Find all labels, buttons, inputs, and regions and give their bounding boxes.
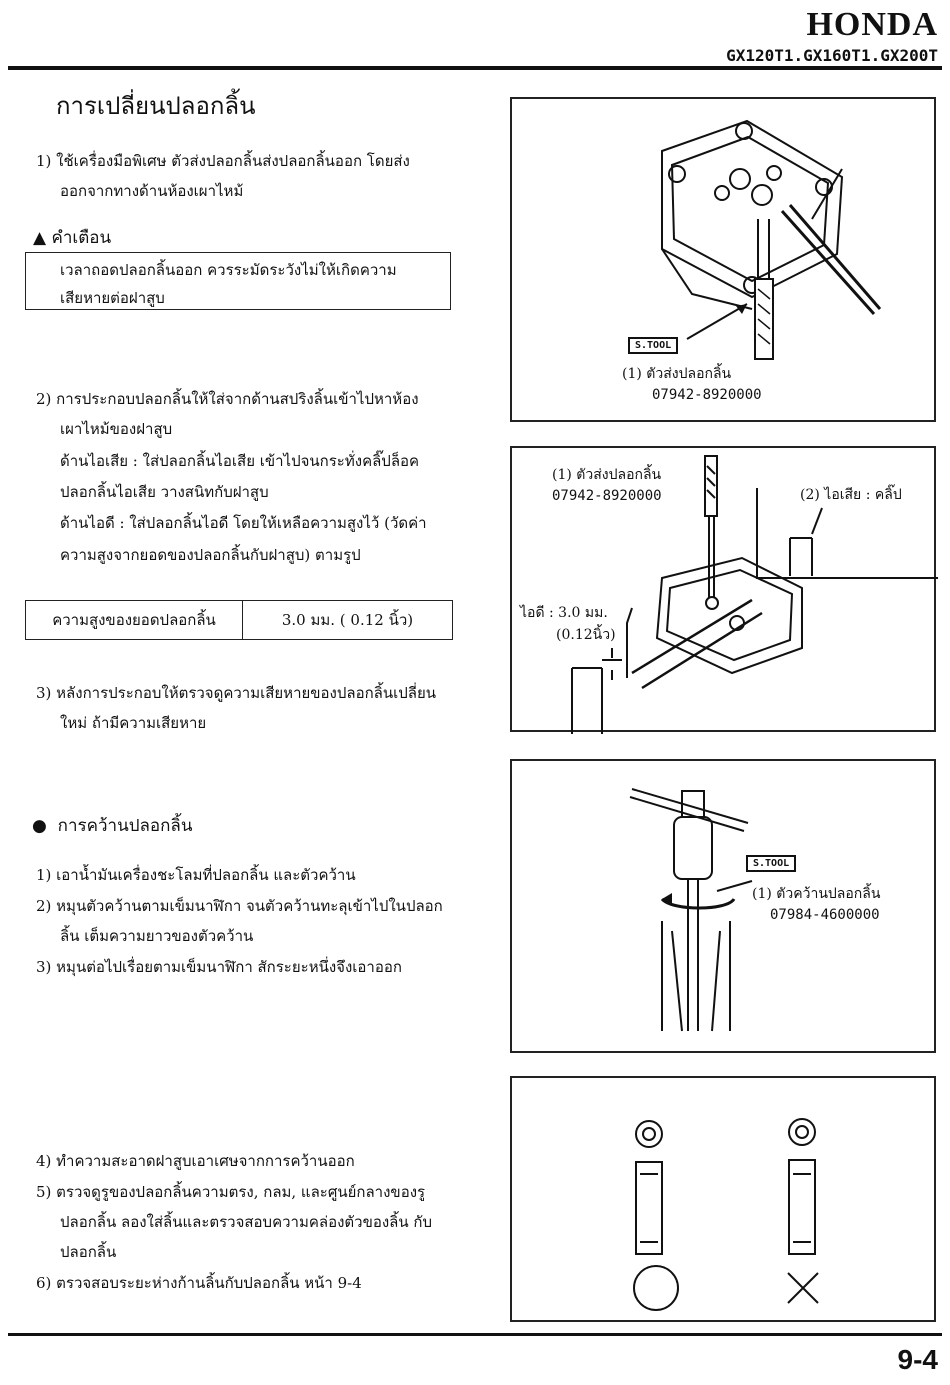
warning-heading-text: คำเตือน [51,228,112,248]
warning-box [25,252,451,310]
step-1-line-2: ออกจากทางด้านห้องเผาไหม้ [60,182,244,200]
step-5-line-2: ปลอกลิ้น ลองใส่ลิ้นและตรวจสอบความคล่องตัวของลิ้น กับ [60,1213,432,1231]
step-2-line-3: ด้านไอเสีย : ใส่ปลอกลิ้นไอเสีย เข้าไปจนกระทั่งคลิ๊ปล็อค [60,452,420,470]
step-3-line-2: ใหม่ ถ้ามีความเสียหาย [60,714,207,732]
step-6: 6) ตรวจสอบระยะห่างก้านลิ้นกับปลอกลิ้น หน้า 9-4 [36,1274,362,1292]
fig2-intake-inch: (0.12นิ้ว) [556,627,616,643]
spec-table [25,600,453,640]
step-3-line-1: 3) หลังการประกอบให้ตรวจดูความเสียหายของปลอกลิ้นเปลี่ยน [36,684,436,702]
page-title: การเปลี่ยนปลอกลิ้น [56,92,256,120]
stool-badge: S.TOOL [746,855,796,872]
ream-step-2-cont: ลิ้น เต็มความยาวของตัวคว้าน [60,927,254,945]
figure-guide-install [510,446,936,732]
stool-badge: S.TOOL [628,337,678,354]
spec-value: 3.0 มม. ( 0.12 นิ้ว) [281,611,414,629]
spec-label: ความสูงของยอดปลอกลิ้น [26,601,243,639]
step-2-line-2: เผาไหม้ของฝาสูบ [60,420,173,438]
step-5-line-1: 5) ตรวจดูรูของปลอกลิ้นความตรง, กลม, และศูนย์กลางของรู [36,1183,426,1201]
header-rule [8,66,942,70]
ream-step-1: 1) เอาน้ำมันเครื่องชะโลมที่ปลอกลิ้น และตัวคว้าน [36,866,356,884]
warning-line-2: เสียหายต่อฝาสูบ [60,289,165,307]
reaming-heading [32,812,192,839]
figure-reamer [510,759,936,1053]
fig2-intake-height: ไอดี : 3.0 มม. [520,605,608,621]
step-2-line-4: ปลอกลิ้นไอเสีย วางสนิทกับฝาสูบ [60,483,269,501]
figure-guide-inspection [510,1076,936,1322]
guide-inspection-drawing [512,1078,938,1324]
reaming-heading-text: การคว้านปลอกลิ้น [57,816,193,836]
cross-wrong-icon [788,1273,818,1303]
brand-logo: HONDA [806,6,938,43]
ream-step-2: 2) หมุนตัวคว้านตามเข็มนาฬิกา จนตัวคว้านทะลุเข้าไปในปลอก [36,897,443,915]
model-numbers: GX120T1.GX160T1.GX200T [726,46,938,65]
fig2-label-2: (2) ไอเสีย : คลิ๊ป [800,487,902,503]
fig1-label: (1) ตัวส่งปลอกลิ้น [622,366,732,382]
step-2-line-6: ความสูงจากยอดของปลอกลิ้นกับฝาสูบ) ตามรูป [60,546,361,564]
fig2-part-number: 07942-8920000 [552,488,662,504]
fig3-label: (1) ตัวคว้านปลอกลิ้น [752,886,881,902]
warning-icon: ▲ [33,228,47,248]
circle-correct-icon [634,1266,678,1310]
warning-heading [33,224,111,251]
step-1-line-1: 1) ใช้เครื่องมือพิเศษ ตัวส่งปลอกลิ้นส่งปลอกลิ้นออก โดยส่ง [36,152,410,170]
ream-step-3: 3) หมุนต่อไปเรื่อยตามเข็มนาฬิกา สักระยะหนึ่งจึงเอาออก [36,958,402,976]
fig3-part-number: 07984-4600000 [770,907,880,923]
warning-line-1: เวลาถอดปลอกลิ้นออก ควรระมัดระวังไม่ให้เกิดความ [60,261,397,279]
footer-rule [8,1333,942,1336]
step-5-line-3: ปลอกลิ้น [60,1243,117,1261]
fig2-label-1: (1) ตัวส่งปลอกลิ้น [552,467,662,483]
page-number: 9-4 [897,1344,938,1375]
bullet-icon: ● [32,816,53,836]
step-2-line-5: ด้านไอดี : ใส่ปลอกลิ้นไอดี โดยให้เหลือความสูงไว้ (วัดค่า [60,514,427,532]
step-2-line-1: 2) การประกอบปลอกลิ้นให้ใส่จากด้านสปริงลิ้นเข้าไปหาห้อง [36,390,419,408]
fig1-part-number: 07942-8920000 [652,387,762,403]
figure-guide-removal [510,97,936,422]
step-4: 4) ทำความสะอาดฝาสูบเอาเศษจากการคว้านออก [36,1152,355,1170]
